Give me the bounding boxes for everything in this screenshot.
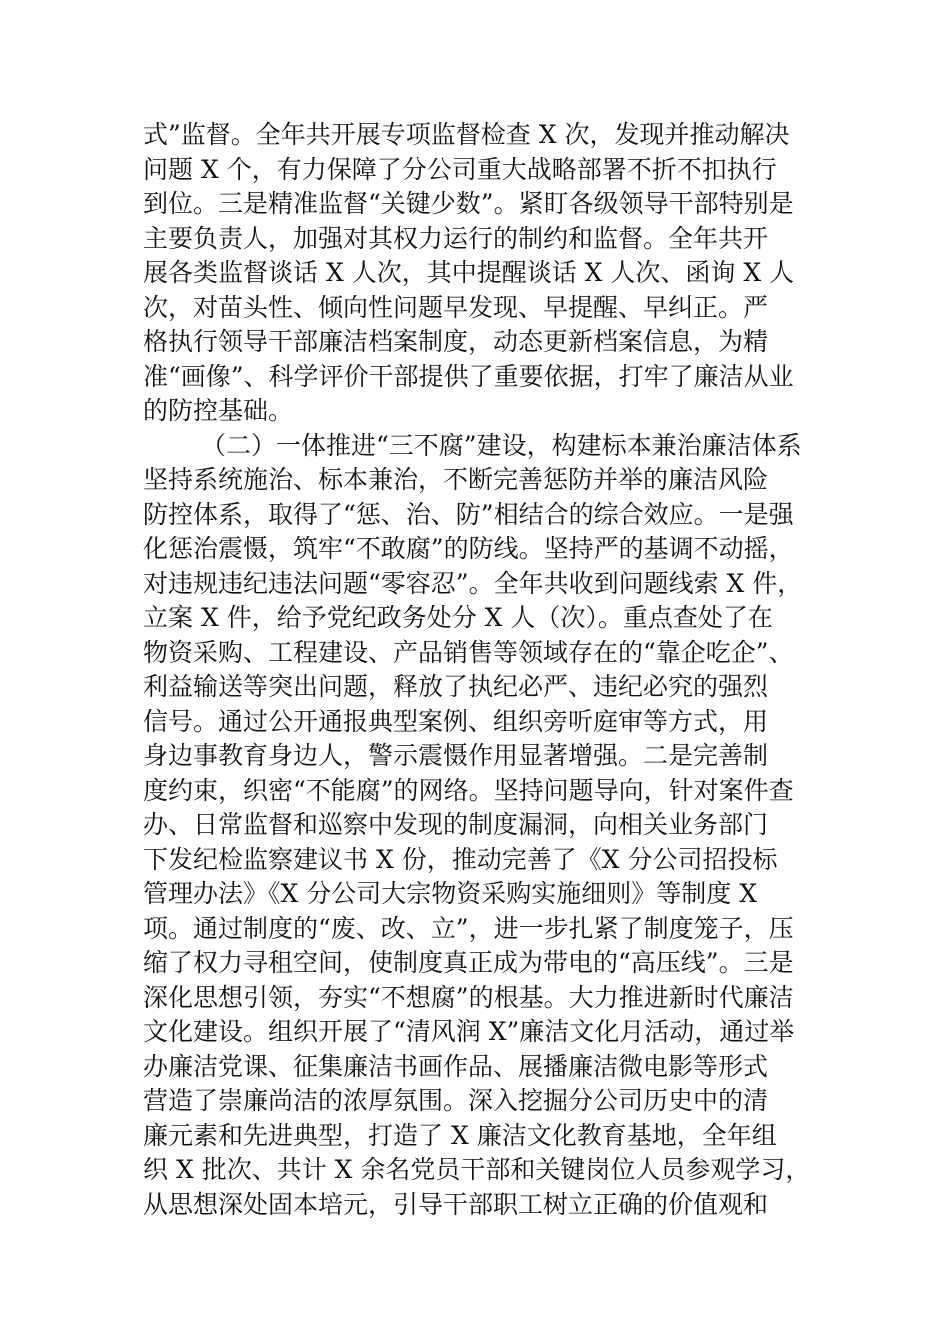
text-line-21: 办、日常监督和巡察中发现的制度漏洞，向相关业务部门 xyxy=(143,810,769,839)
text-line-17: 利益输送等突出问题，释放了执纪必严、违纪必究的强烈 xyxy=(143,672,769,701)
text-line-31: 织 X 批次、共计 X 余名党员干部和关键岗位人员参观学习， xyxy=(143,1155,811,1184)
text-line-14: 对违规违纪违法问题“零容忍”。全年共收到问题线索 X 件， xyxy=(143,568,803,598)
text-line-24: 项。通过制度的“废、改、立”，进一步扎紧了制度笼子，压 xyxy=(143,913,794,943)
text-line-1: 式”监督。全年共开展专项监督检查 X 次，发现并推动解决 xyxy=(143,120,790,149)
text-line-27: 文化建设。组织开展了“清风润 X”廉洁文化月活动，通过举 xyxy=(143,1017,795,1046)
text-line-16: 物资采购、工程建设、产品销售等领域存在的“靠企吃企”、 xyxy=(143,637,794,667)
text-line-9: 的防控基础。 xyxy=(143,396,294,425)
text-line-15: 立案 X 件，给予党纪政务处分 X 人（次）。重点查处了在 xyxy=(143,603,773,632)
text-line-18: 信号。通过公开通报典型案例、组织旁听庭审等方式，用 xyxy=(143,706,769,736)
section-heading: （二）一体推进“三不腐”建设，构建标本兼治廉洁体系 xyxy=(201,430,802,460)
body-text xyxy=(143,118,843,1222)
text-line-6: 次，对苗头性、倾向性问题早发现、早提醒、早纠正。严 xyxy=(143,292,769,322)
text-line-7: 格执行领导干部廉洁档案制度，动态更新档案信息，为精 xyxy=(143,327,769,356)
text-line-30: 廉元素和先进典型，打造了 X 廉洁文化教育基地，全年组 xyxy=(143,1120,777,1150)
text-line-19: 身边事教育身边人，警示震慑作用显著增强。二是完善制 xyxy=(143,741,769,770)
text-line-20: 度约束，织密“不能腐”的网络。坚持问题导向，针对案件查 xyxy=(143,775,794,805)
text-line-22: 下发纪检监察建议书 X 份，推动完善了《X 分公司招投标 xyxy=(143,844,778,874)
text-line-29: 营造了崇廉尚洁的浓厚氛围。深入挖掘分公司历史中的清 xyxy=(143,1086,769,1115)
text-line-11: 坚持系统施治、标本兼治，不断完善惩防并举的廉洁风险 xyxy=(143,465,769,494)
text-line-8: 准“画像”、科学评价干部提供了重要依据，打牢了廉洁从业 xyxy=(143,361,794,391)
text-line-23: 管理办法》《X 分公司大宗物资采购实施细则》等制度 X xyxy=(143,879,757,908)
text-line-2: 问题 X 个，有力保障了分公司重大战略部署不折不扣执行 xyxy=(143,154,777,184)
text-line-4: 主要负责人，加强对其权力运行的制约和监督。全年共开 xyxy=(143,223,769,253)
text-line-12: 防控体系，取得了“惩、治、防”相结合的综合效应。一是强 xyxy=(143,499,794,529)
text-line-28: 办廉洁党课、征集廉洁书画作品、展播廉洁微电影等形式 xyxy=(143,1051,769,1081)
text-line-26: 深化思想引领，夯实“不想腐”的根基。大力推进新时代廉洁 xyxy=(143,982,794,1012)
text-line-5: 展各类监督谈话 X 人次，其中提醒谈话 X 人次、函询 X 人 xyxy=(143,258,795,287)
text-line-25: 缩了权力寻租空间，使制度真正成为带电的“高压线”。三是 xyxy=(143,948,794,977)
text-line-13: 化惩治震慑，筑牢“不敢腐”的防线。坚持严的基调不动摇， xyxy=(143,534,794,563)
text-line-3: 到位。三是精准监督“关键少数”。紧盯各级领导干部特别是 xyxy=(143,189,794,218)
text-line-32: 从思想深处固本培元，引导干部职工树立正确的价值观和 xyxy=(143,1189,769,1219)
